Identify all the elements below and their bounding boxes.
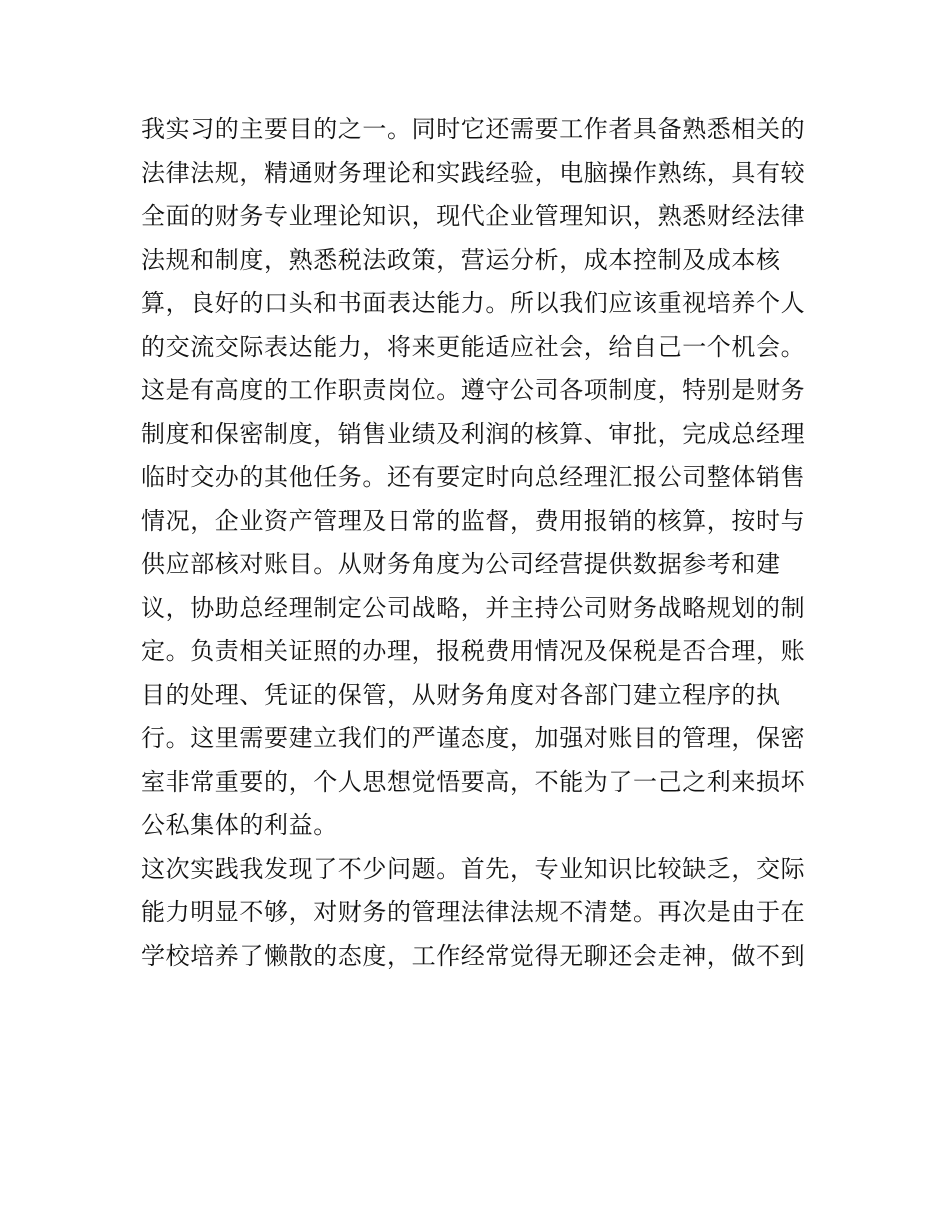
text-line: 目的处理、凭证的保管，从财务角度对各部门建立程序的执 — [141, 680, 781, 709]
text-line: 制度和保密制度，销售业绩及利润的核算、审批，完成总经理 — [141, 419, 806, 448]
text-line: 情况，企业资产管理及日常的监督，费用报销的核算，按时与 — [141, 506, 806, 535]
text-line: 议，协助总经理制定公司战略，并主持公司财务战略规划的制 — [141, 593, 806, 622]
text-line: 法规和制度，熟悉税法政策，营运分析，成本控制及成本核 — [141, 245, 781, 274]
text-line: 供应部核对账目。从财务角度为公司经营提供数据参考和建 — [141, 550, 781, 578]
text-line: 我实习的主要目的之一。同时它还需要工作者具备熟悉相关的 — [141, 115, 806, 143]
text-line: 法律法规，精通财务理论和实践经验，电脑操作熟练，具有较 — [141, 158, 806, 187]
text-line: 能力明显不够，对财务的管理法律法规不清楚。再次是由于在 — [141, 898, 806, 926]
body-text — [141, 108, 821, 978]
text-line: 行。这里需要建立我们的严谨态度，加强对账目的管理，保密 — [141, 724, 806, 752]
text-line: 室非常重要的，个人思想觉悟要高，不能为了一己之利来损坏 — [141, 767, 806, 796]
text-line: 的交流交际表达能力，将来更能适应社会，给自己一个机会。 — [141, 332, 806, 361]
text-line: 学校培养了懒散的态度，工作经常觉得无聊还会走神，做不到 — [141, 941, 806, 970]
text-line: 定。负责相关证照的办理，报税费用情况及保税是否合理，账 — [141, 637, 806, 665]
text-line: 算，良好的口头和书面表达能力。所以我们应该重视培养个人 — [141, 289, 806, 317]
text-line: 这次实践我发现了不少问题。首先，专业知识比较缺乏，交际 — [141, 854, 806, 883]
text-line: 临时交办的其他任务。还有要定时向总经理汇报公司整体销售 — [141, 463, 806, 491]
text-line: 这是有高度的工作职责岗位。遵守公司各项制度，特别是财务 — [141, 376, 806, 404]
text-line: 全面的财务专业理论知识，现代企业管理知识，熟悉财经法律 — [141, 202, 806, 230]
text-line: 公私集体的利益。 — [141, 811, 338, 839]
